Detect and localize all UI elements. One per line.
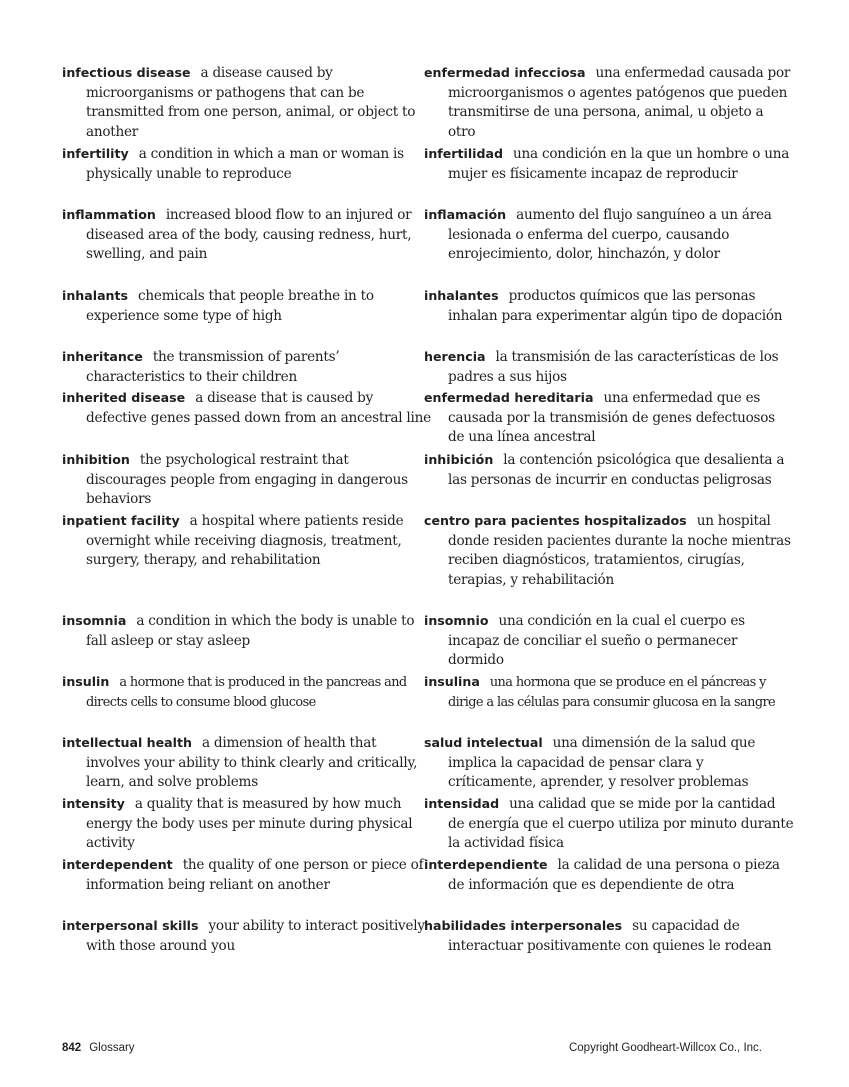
glossary-entry-es [424, 388, 794, 448]
entry-definition: un hospital donde residen pacientes durante la noche mientras reciben diagnósticos, tratamientos, cirugías, terapias, y rehabilitación [448, 513, 791, 588]
entry-definition: una dimensión de la salud que implica la capacidad de pensar clara y críticamente, aprender, y resolver problemas [448, 735, 756, 790]
entry-term: interdependent [62, 857, 173, 872]
entry-term: inflammation [62, 207, 156, 222]
page-footer-left [62, 1040, 135, 1056]
entry-definition: a condition in which the body is unable to fall asleep or stay asleep [86, 613, 415, 649]
entry-definition: a condition in which a man or woman is physically unable to reproduce [86, 146, 404, 182]
entry-definition: the psychological restraint that discourages people from engaging in dangerous behaviors [86, 452, 408, 507]
glossary-entry-es [424, 672, 794, 712]
glossary-entry-en [62, 855, 432, 895]
entry-term: inhibition [62, 452, 130, 467]
entry-term: inflamación [424, 207, 507, 222]
entry-term: infertilidad [424, 146, 504, 161]
entry-term: intensity [62, 796, 125, 811]
glossary-entry-es [424, 855, 794, 895]
glossary-entry-en [62, 205, 432, 265]
entry-definition: a hormone that is produced in the pancreas and directs cells to consume blood glucose [86, 675, 407, 710]
glossary-entry-en [62, 286, 432, 326]
entry-definition: una hormona que se produce en el páncreas y dirige a las células para consumir glucosa en la sangre [448, 675, 776, 710]
glossary-entry-es [424, 63, 794, 142]
glossary-entry-en [62, 511, 432, 571]
entry-definition: your ability to interact positively with those around you [86, 918, 425, 954]
section-name: Glossary [89, 1042, 135, 1054]
entry-term: herencia [424, 349, 486, 364]
glossary-entry-en [62, 144, 432, 184]
entry-term: interdependiente [424, 857, 548, 872]
entry-term: enfermedad infecciosa [424, 65, 586, 80]
glossary-entry-es [424, 205, 794, 265]
entry-term: inpatient facility [62, 513, 180, 528]
entry-term: inhalantes [424, 288, 499, 303]
entry-term: centro para pacientes hospitalizados [424, 513, 687, 528]
entry-term: inheritance [62, 349, 143, 364]
entry-definition: a hospital where patients reside overnight while receiving diagnosis, treatment, surgery, therapy, and rehabilitation [86, 513, 404, 568]
glossary-entry-en [62, 611, 432, 651]
entry-definition: una calidad que se mide por la cantidad de energía que el cuerpo utiliza por minuto durante la actividad física [448, 796, 794, 851]
glossary-entry-en [62, 388, 432, 428]
entry-term: inhalants [62, 288, 129, 303]
entry-definition: la transmisión de las características de los padres a sus hijos [448, 349, 779, 385]
entry-definition: una condición en la que un hombre o una mujer es físicamente incapaz de reproducir [448, 146, 790, 182]
entry-definition: su capacidad de interactuar positivamente con quienes le rodean [448, 918, 772, 954]
entry-term: insulina [424, 674, 480, 689]
glossary-entry-en [62, 672, 432, 712]
entry-term: interpersonal skills [62, 918, 199, 933]
entry-term: inherited disease [62, 390, 186, 405]
glossary-entry-en [62, 450, 432, 510]
entry-term: inhibición [424, 452, 494, 467]
glossary-entry-es [424, 347, 794, 387]
entry-term: insomnia [62, 613, 127, 628]
entry-definition: the transmission of parents’ characteristics to their children [86, 349, 340, 385]
page-number: 842 [62, 1042, 82, 1054]
entry-definition: increased blood flow to an injured or diseased area of the body, causing redness, hurt, swelling, and pain [86, 207, 412, 262]
entry-definition: a disease that is caused by defective genes passed down from an ancestral line [86, 390, 431, 426]
glossary-entry-es [424, 611, 794, 671]
glossary-entry-en [62, 794, 432, 854]
entry-term: habilidades interpersonales [424, 918, 623, 933]
entry-definition: la contención psicológica que desalienta a las personas de incurrir en conductas peligrosas [448, 452, 785, 488]
entry-definition: a disease caused by microorganisms or pathogens that can be transmitted from one person, animal, or object to another [86, 65, 416, 140]
glossary-entry-es [424, 511, 794, 590]
entry-definition: una condición en la cual el cuerpo es incapaz de conciliar el sueño o permanecer dormido [448, 613, 745, 668]
entry-definition: chemicals that people breathe in to experience some type of high [86, 288, 374, 324]
entry-term: infertility [62, 146, 129, 161]
entry-term: intellectual health [62, 735, 192, 750]
glossary-entry-en [62, 347, 432, 387]
glossary-entry-es [424, 450, 794, 490]
entry-definition: una enfermedad que es causada por la transmisión de genes defectuosos de una línea ancestral [448, 390, 775, 445]
glossary-entry-en [62, 733, 432, 793]
glossary-entry-en [62, 63, 432, 142]
entry-term: salud intelectual [424, 735, 543, 750]
entry-definition: productos químicos que las personas inhalan para experimentar algún tipo de dopación [448, 288, 783, 324]
entry-term: infectious disease [62, 65, 191, 80]
glossary-entry-en [62, 916, 432, 956]
entry-definition: a dimension of health that involves your ability to think clearly and critically, learn, and solve problems [86, 735, 418, 790]
entry-term: insulin [62, 674, 110, 689]
entry-term: enfermedad hereditaria [424, 390, 594, 405]
glossary-entry-es [424, 286, 794, 326]
entry-definition: a quality that is measured by how much energy the body uses per minute during physical activity [86, 796, 413, 851]
entry-definition: la calidad de una persona o pieza de información que es dependiente de otra [448, 857, 780, 893]
entry-term: insomnio [424, 613, 489, 628]
glossary-entry-es [424, 916, 794, 956]
entry-definition: aumento del flujo sanguíneo a un área lesionada o enferma del cuerpo, causando enrojecimiento, dolor, hinchazón, y dolor [448, 207, 772, 262]
entry-definition: una enfermedad causada por microorganismos o agentes patógenos que pueden transmitirse de una persona, animal, u objeto a otro [448, 65, 791, 140]
entry-definition: the quality of one person or piece of information being reliant on another [86, 857, 424, 893]
copyright-notice: Copyright Goodheart-Willcox Co., Inc. [568, 1042, 762, 1054]
glossary-entry-es [424, 794, 794, 854]
glossary-entry-es [424, 144, 794, 184]
entry-term: intensidad [424, 796, 500, 811]
glossary-entry-es [424, 733, 794, 793]
